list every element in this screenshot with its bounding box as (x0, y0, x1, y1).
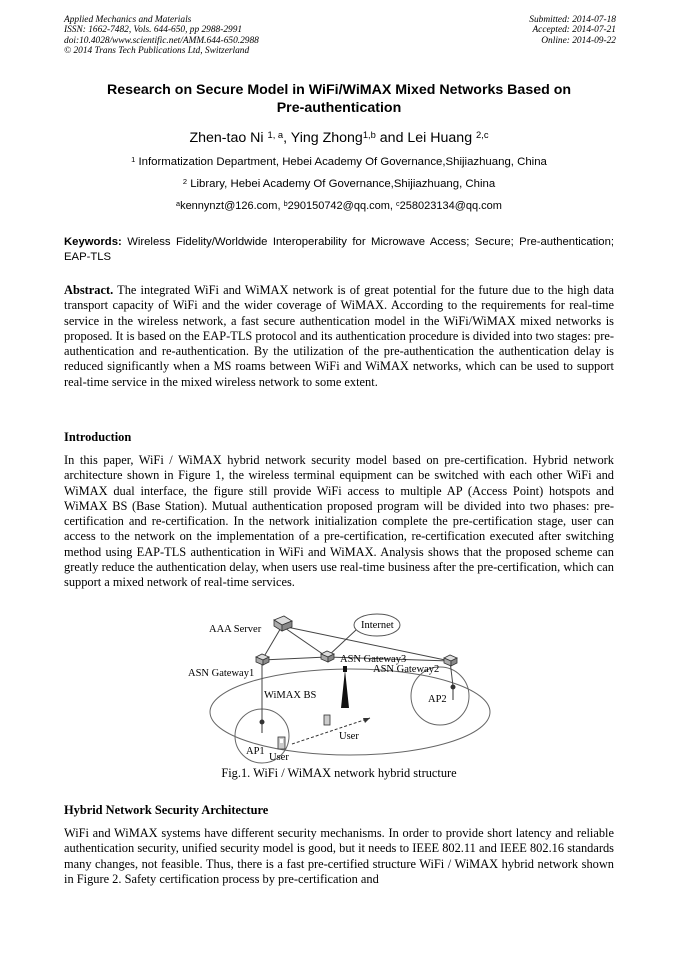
label-internet: Internet (361, 620, 394, 631)
email-a-sup: a (176, 198, 181, 208)
affiliation-2 (64, 178, 614, 190)
issn-line: ISSN: 1662-7482, Vols. 644-650, pp 2988-2991 (64, 25, 243, 36)
abstract (64, 283, 614, 390)
gateway2-icon (444, 655, 457, 666)
journal-name: Applied Mechanics and Materials (64, 15, 192, 25)
email-c-sup: c (396, 198, 400, 208)
user-device-moving-icon (324, 715, 330, 725)
author-3: and Lei Huang (375, 130, 477, 146)
author-list (64, 130, 614, 146)
email-b: 290150742@qq.com, (287, 200, 397, 212)
doi-line: doi:10.4028/www.scientific.net/AMM.644-650.2988 (64, 35, 259, 46)
title-line-1: Research on Secure Model in WiFi/WiMAX Mixed Networks Based on (106, 82, 572, 98)
label-wimax-bs: WiMAX BS (264, 690, 317, 701)
author-1-sup: 1, a (267, 129, 284, 140)
affiliation-1-sup: 1 (131, 154, 136, 164)
author-emails (64, 200, 614, 212)
introduction-text: In this paper, WiFi / WiMAX hybrid network security model based on pre-certification. Hybrid network architecture shown in Figure 1, the wireless terminal equipment can be switched with each other WiFi and WiMAX dual interface, the figure still provide WiFi access to multiple AP (Access Point) hotspots and WiMAX BS (Base Station). Mutual authentication proposed program will be divided into two phases: pre-certification and re-certification. In the network initialization complete the pre-certification stage, user can access to the network on the implementation of a pre-certification, re-certification executed after switching method using EAP-TLS authentication in WiFi and WiMAX. Analysis shows that the proposed scheme can greatly reduce the authentication delay, when users use real-time business after the pre-certification, which can support a mixed network of real-time services. (64, 453, 614, 590)
roaming-arrowhead (363, 718, 370, 723)
label-asn-gateway3: ASN Gateway3 (340, 654, 407, 665)
keywords-text: Wireless Fidelity/Worldwide Interoperability for Microwave Access; Secure; Pre-authentication; EAP-TLS (64, 236, 615, 263)
keywords-label: Keywords: (64, 236, 122, 248)
online-date: Online: 2014-09-22 (541, 35, 616, 46)
email-b-sup: b (283, 198, 288, 208)
label-aaa-server: AAA Server (209, 624, 262, 635)
section-heading-architecture: Hybrid Network Security Architecture (64, 803, 269, 817)
aaa-server-icon (274, 616, 292, 631)
label-asn-gateway1: ASN Gateway1 (188, 668, 255, 679)
label-asn-gateway2: ASN Gateway2 (373, 664, 440, 675)
author-2-sup: 1,b (362, 129, 376, 140)
paper-title (64, 82, 614, 117)
submitted-date: Submitted: 2014-07-18 (529, 15, 616, 25)
wimax-coverage-ellipse (210, 669, 490, 755)
wimax-tower-icon (341, 666, 349, 708)
section-architecture-text: WiFi and WiMAX systems have different security mechanisms. In order to provide short latency and reliable authentication security, unified security model is good, but it needs to IEEE 802.11 and IEEE 802.16 standards many changes, not feasible. Thus, there is a fast pre-certified structure WiFi / WiMAX hybrid network shown in Figure 2. Safety certification process by pre-certification and (64, 826, 614, 886)
author-1: Zhen-tao Ni (189, 130, 264, 146)
affiliation-1-text: Informatization Department, Hebei Academy Of Governance,Shijiazhuang, China (138, 156, 547, 168)
author-2: , Ying Zhong (283, 130, 363, 146)
author-3-sup: 2,c (476, 129, 489, 140)
abstract-label: Abstract. (64, 283, 114, 297)
affiliation-1 (64, 156, 614, 168)
label-user: User (269, 752, 289, 763)
accepted-date: Accepted: 2014-07-21 (532, 25, 616, 36)
introduction-heading: Introduction (64, 430, 132, 444)
label-ap2: AP2 (428, 694, 447, 705)
dates-header (529, 15, 616, 46)
gateway1-icon (256, 654, 269, 665)
network-diagram (188, 608, 490, 768)
ap2-antenna-icon (451, 685, 455, 700)
label-ap1: AP1 (246, 746, 265, 757)
title-line-2: Pre-authentication (276, 99, 402, 116)
abstract-text: The integrated WiFi and WiMAX network is of great potential for the future due to the high data transport capacity of WiFi and the wider coverage of WiMAX. According to the requirements for real-time service in the wireless network, a fast secure authentication model in the WiFi/WiMAX mixed networks is proposed. It is based on the EAP-TLS protocol and its authentication procedure is divided into two stages: pre-authentication and re-authentication. By the utilization of the pre-authentication the authentication delay is reduced significantly when a MS roams between WiFi and WiMAX networks, which can be used to support real-time service in the mixed wireless network to some extent. (64, 283, 615, 389)
journal-header (64, 15, 259, 57)
email-c: 258023134@qq.com (399, 200, 502, 212)
copyright-line: © 2014 Trans Tech Publications Ltd, Switzerland (64, 46, 250, 57)
affiliation-2-text: Library, Hebei Academy Of Governance,Shijiazhuang, China (190, 178, 496, 190)
label-user-moving: User (339, 731, 359, 742)
keywords (64, 235, 614, 265)
user-device-icon (278, 737, 285, 749)
email-a: kennynzt@126.com, (180, 200, 284, 212)
ap1-antenna-icon (260, 720, 264, 733)
figure-caption: Fig.1. WiFi / WiMAX network hybrid structure (221, 766, 457, 780)
affiliation-2-sup: 2 (182, 176, 188, 186)
